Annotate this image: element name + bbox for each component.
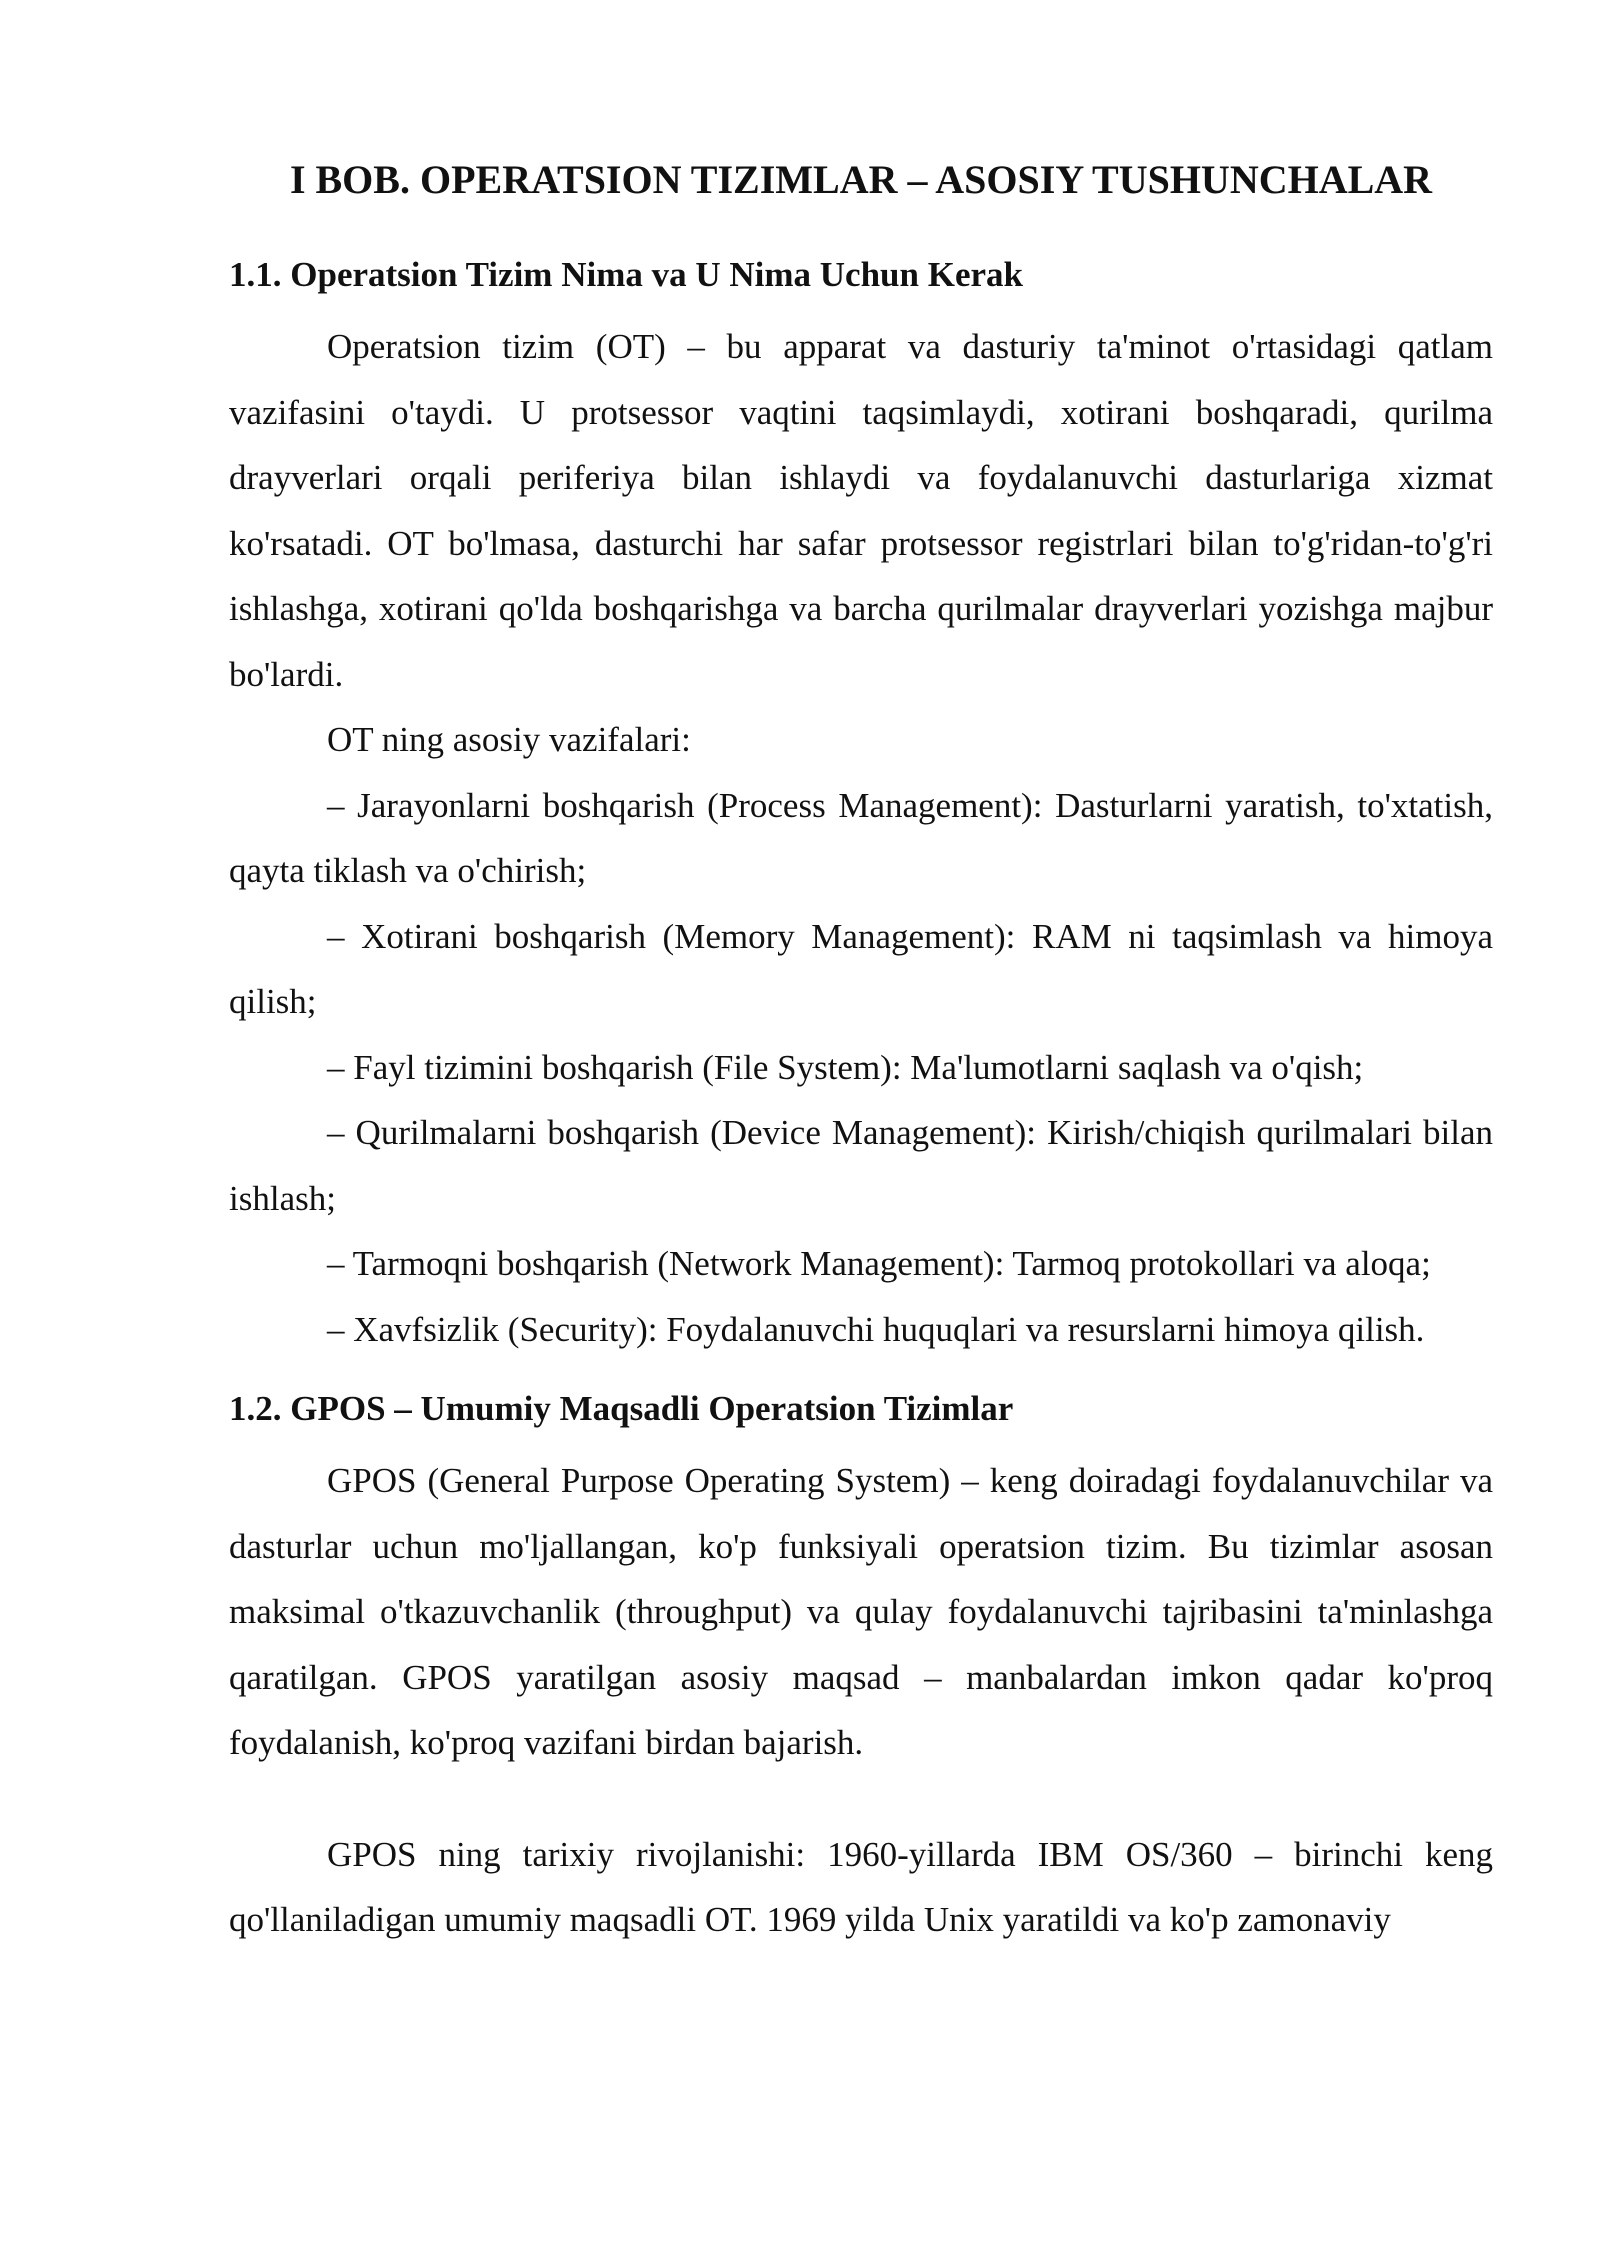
document-page bbox=[229, 150, 1493, 1953]
list-item-security: – Xavfsizlik (Security): Foydalanuvchi huquqlari va resurslarni himoya qilish. bbox=[327, 1309, 1425, 1349]
paragraph-os-tasks-intro: OT ning asosiy vazifalari: bbox=[327, 720, 691, 759]
paragraph-os-definition: Operatsion tizim (OT) – bu apparat va dasturiy ta'minot o'rtasidagi qatlam vazifasini o'taydi. U protsessor vaqtini taqsimlaydi, xotirani boshqaradi, qurilma drayverlari orqali periferiya bilan ishlaydi va foydalanuvchi dasturlariga xizmat ko'rsatadi. OT bo'lmasa, dasturchi har safar protsessor registrlari bilan to'g'ridan-to'g'ri ishlashga, xotirani qo'lda boshqarishga va barcha qurilmalar drayverlari yozishga majbur bo'lardi. bbox=[229, 327, 1493, 694]
list-item-process-management: – Jarayonlarni boshqarish (Process Management): Dasturlarni yaratish, to'xtatish, qayta tiklash va o'chirish; bbox=[229, 785, 1493, 890]
list-item-device-management: – Qurilmalarni boshqarish (Device Management): Kirish/chiqish qurilmalari bilan ishlash; bbox=[229, 1113, 1493, 1218]
list-item-file-system: – Fayl tizimini boshqarish (File System): Ma'lumotlarni saqlash va o'qish; bbox=[327, 1047, 1364, 1087]
paragraph-gpos-definition: GPOS (General Purpose Operating System) – keng doiradagi foydalanuvchilar va dasturlar uchun mo'ljallangan, ko'p funksiyali operatsion tizim. Bu tizimlar asosan maksimal o'tkazuvchanlik (throughput) va qulay foydalanuvchi tajribasini ta'minlashga qaratilgan. GPOS yaratilgan asosiy maqsad – manbalardan imkon qadar ko'proq foydalanish, ko'proq vazifani birdan bajarish. bbox=[229, 1461, 1493, 1762]
chapter-title: I BOB. OPERATSION TIZIMLAR – ASOSIY TUSHUNCHALAR bbox=[289, 157, 1433, 202]
list-item-memory-management: – Xotirani boshqarish (Memory Management): RAM ni taqsimlash va himoya qilish; bbox=[229, 916, 1493, 1021]
paragraph-gpos-history: GPOS ning tarixiy rivojlanishi: 1960-yillarda IBM OS/360 – birinchi keng qo'llaniladigan umumiy maqsadli OT. 1969 yilda Unix yaratildi va ko'p zamonaviy bbox=[229, 1834, 1493, 1939]
section-heading-1-2: 1.2. GPOS – Umumiy Maqsadli Operatsion Tizimlar bbox=[229, 1389, 1014, 1428]
section-heading-1-1: 1.1. Operatsion Tizim Nima va U Nima Uchun Kerak bbox=[229, 255, 1023, 294]
list-item-network-management: – Tarmoqni boshqarish (Network Management): Tarmoq protokollari va aloqa; bbox=[327, 1244, 1431, 1283]
